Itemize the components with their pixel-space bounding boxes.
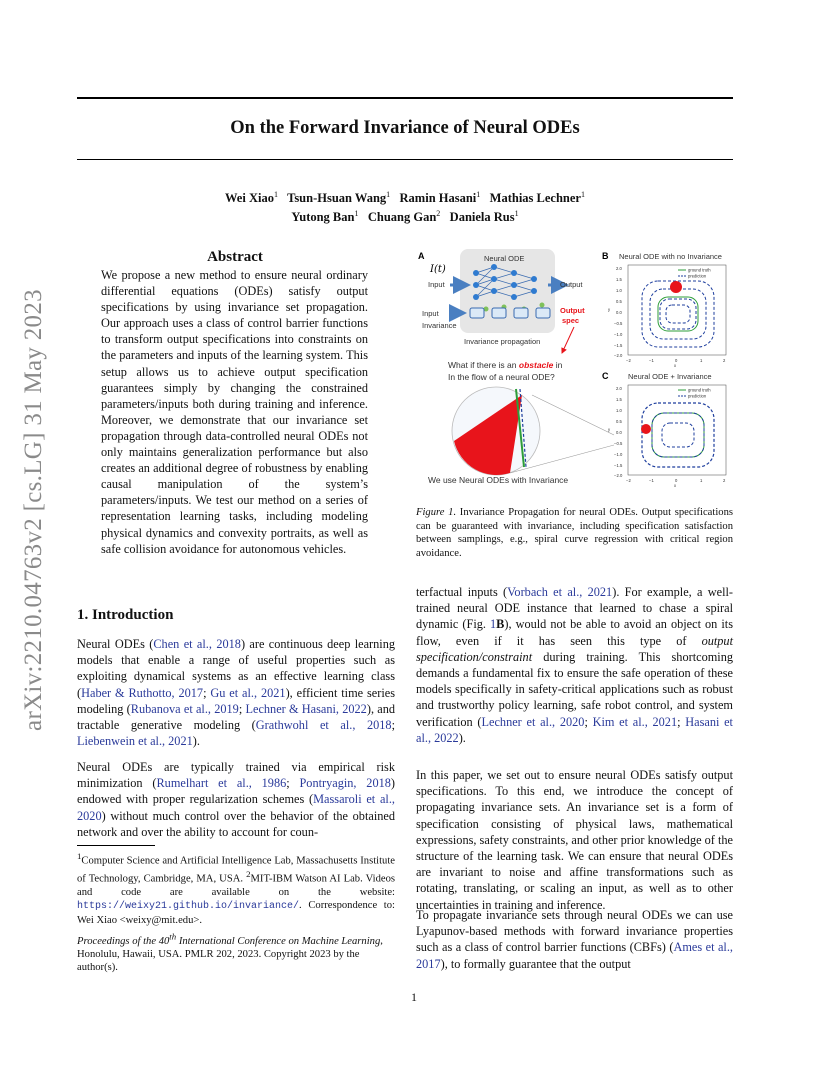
- svg-text:ground truth: ground truth: [688, 387, 711, 393]
- right-paragraph-1: terfactual inputs (Vorbach et al., 2021). For example, a well-trained neural ODE instance that learned to chase a spiral dynamic (Fig. 1B), would not be able to avoid an object on its flow, even if it has seen this type of output specification/constraint during training. This shortcoming demands a fundamental fix to ensure the safe operation of these models specifically in safety-critical applications such as robust and trustworthy policy learning, safe robot control, and system verification (Lechner et al., 2020; Kim et al., 2021; Hasani et al., 2022).: [416, 585, 734, 745]
- svg-text:prediction: prediction: [688, 393, 707, 399]
- abstract-heading: Abstract: [207, 249, 263, 265]
- zoom-obstacle-inset: [452, 387, 614, 475]
- we-use-label: We use Neural ODEs with Invariance: [428, 475, 569, 485]
- neural-ode-label: Neural ODE: [484, 254, 525, 263]
- author-line-1: Wei Xiao$^1$ Tsun-Hsuan Wang$^1$ Ramin Hasani$^1$ Mathias Lechner$^1$: [225, 190, 585, 206]
- author-name: Mathias Lechner: [489, 191, 581, 206]
- right-paragraph-3: To propagate invariance sets through neural ODEs we can use Lyapunov-based methods with forward invariance properties such as a class of control barrier functions (CBFs) (Ames et al., 2017), to formally guarantee that the output: [416, 908, 733, 971]
- svg-text:2: 2: [723, 478, 726, 483]
- svg-text:0.5: 0.5: [616, 419, 622, 424]
- svg-text:x: x: [674, 363, 677, 368]
- svg-text:1.0: 1.0: [616, 408, 622, 413]
- svg-text:2: 2: [723, 358, 726, 363]
- svg-text:ground truth: ground truth: [688, 267, 711, 273]
- author-line-2: Yutong Ban$^1$ Chuang Gan$^2$ Daniela Rus$^1$: [291, 209, 519, 225]
- intro-paragraph-1: Neural ODEs (Chen et al., 2018) are continuous deep learning models that enable a range of useful properties such as exploiting dynamical systems as an effective learning class (Haber & Ruthotto, 2017; Gu et al., 2021), efficient time series modeling (Rubanova et al., 2019; Lechner & Hasani, 2022), and tractable generative modeling (Grathwohl et al., 2018; Liebenwein et al., 2021).: [77, 637, 396, 749]
- citation-link[interactable]: Grathwohl et al., 2018: [255, 718, 392, 733]
- svg-text:−2: −2: [626, 478, 631, 483]
- arxiv-watermark: arXiv:2210.04763v2 [cs.LG] 31 May 2023: [20, 289, 47, 731]
- panel-b-obstacle: [670, 281, 682, 293]
- abstract-body: We propose a new method to ensure neural ordinary differential equations (ODEs) satisfy output specifications by using invariance set propagation. Our approach uses a class of control barrier functions to transform output specifications into constraints on the parameters and inputs of the learning system. This setup allows us to achieve output specification guarantees simply by changing the constrained parameters/inputs both during training and inference. Moreover, we demonstrate that our invariance set propagation through data-controlled neural ODEs not only maintains generalization performance but also creates an additional degree of robustness by enabling causal manipulation of the system’s parameters/inputs. We test our method on a series of representation learning tasks, including modeling physical dynamics and convexity portraits, as well as safe collision avoidance for autonomous vehicles.: [101, 268, 368, 556]
- invariance-propagation-label: Invariance propagation: [464, 337, 541, 346]
- obstacle-question-line-2: In the flow of a neural ODE?: [448, 372, 555, 382]
- svg-text:1: 1: [700, 478, 703, 483]
- svg-text:1.5: 1.5: [616, 277, 622, 282]
- svg-text:−1.5: −1.5: [614, 343, 623, 348]
- input-label: Input: [428, 280, 445, 289]
- citation-link[interactable]: Massaroli et al., 2020: [77, 792, 395, 823]
- figure-reference-link[interactable]: 1: [490, 617, 497, 632]
- svg-text:x: x: [674, 483, 677, 488]
- citation-link[interactable]: Lechner & Hasani, 2022: [245, 701, 367, 716]
- affiliation-footnote: $^1$Computer Science and Artificial Intelligence Lab, Massachusetts Institute of Technology, Cambridge, MA, USA. $^2$MIT-IBM Watson AI Lab. Videos and code are available on the website: https://weixy21.github.io/invariance/. Correspondence to: Wei Xiao <weixy@mit.edu>.: [77, 851, 395, 926]
- input-function-label: I(t): [430, 264, 446, 275]
- citation-link[interactable]: Lechner et al., 2020: [481, 714, 585, 729]
- paper-title: On the Forward Invariance of Neural ODEs: [230, 118, 580, 138]
- citation-link[interactable]: Chen et al., 2018: [153, 637, 241, 651]
- svg-text:0: 0: [675, 358, 678, 363]
- svg-text:−1.0: −1.0: [614, 332, 623, 337]
- intro-paragraph-2: Neural ODEs are typically trained via empirical risk minimization (Rumelhart et al., 1986; Pontryagin, 2018) endowed with proper regularization schemes (Massaroli et al., 2020) without much control over the behavior of the obtained network and over the ability to account for coun-: [77, 760, 396, 839]
- panel-label-c: C: [602, 371, 609, 381]
- citation-link[interactable]: Vorbach et al., 2021: [507, 585, 613, 599]
- citation-link[interactable]: Kim et al., 2021: [592, 714, 678, 729]
- svg-text:−1.0: −1.0: [614, 452, 623, 457]
- obstacle-question: What if there is an obstacle in: [448, 360, 563, 370]
- figure-1-caption: Figure 1. Invariance Propagation for neural ODEs. Output specifications can be guaranteed with invariance, including specification satisfaction between samplings, e.g., spiral curve regression with critical region avoidance.: [416, 507, 733, 559]
- citation-link[interactable]: Liebenwein et al., 2021: [77, 734, 193, 749]
- author-name: Daniela Rus: [449, 210, 515, 225]
- panel-b-plot: [608, 265, 726, 368]
- svg-text:1: 1: [700, 358, 703, 363]
- panel-b-y-ticks: [614, 266, 623, 358]
- svg-text:0.0: 0.0: [616, 310, 622, 315]
- citation-link[interactable]: Gu et al., 2021: [210, 685, 286, 700]
- author-list: [77, 187, 733, 225]
- svg-text:y: y: [608, 307, 611, 312]
- svg-text:0.5: 0.5: [616, 299, 622, 304]
- svg-text:0: 0: [675, 478, 678, 483]
- input-invariance-label: Invariance: [422, 321, 457, 330]
- citation-link[interactable]: Rubanova et al., 2019: [130, 701, 239, 716]
- author-name: Chuang Gan: [367, 210, 437, 225]
- svg-text:−1.5: −1.5: [614, 463, 623, 468]
- svg-text:y: y: [608, 427, 611, 432]
- author-name: Yutong Ban: [291, 210, 355, 225]
- svg-text:−2: −2: [626, 358, 631, 363]
- section-heading-introduction: 1. Introduction: [77, 607, 174, 623]
- svg-text:−2.0: −2.0: [614, 353, 623, 358]
- citation-link[interactable]: Hasani et al., 2022: [416, 714, 733, 745]
- panel-c-title: Neural ODE + Invariance: [628, 372, 712, 381]
- project-url-link[interactable]: https://weixy21.github.io/invariance/: [77, 901, 300, 913]
- spec-arrow: [562, 327, 574, 353]
- panel-c-y-ticks: [614, 386, 623, 478]
- svg-text:0.0: 0.0: [616, 430, 622, 435]
- output-label: Output: [560, 280, 583, 289]
- top-rule-thick: [77, 97, 733, 99]
- svg-text:−1: −1: [649, 478, 654, 483]
- svg-text:prediction: prediction: [688, 273, 707, 279]
- panel-label-b: B: [602, 251, 609, 261]
- citation-link[interactable]: Haber & Ruthotto, 2017: [81, 685, 204, 700]
- author-name: Ramin Hasani: [399, 191, 477, 206]
- panel-c-plot: [608, 385, 726, 488]
- citation-link[interactable]: Pontryagin, 2018: [299, 776, 391, 791]
- svg-text:−0.5: −0.5: [614, 321, 623, 326]
- output-spec-label: spec: [562, 316, 580, 325]
- input-invariance-label: Input: [422, 309, 439, 318]
- svg-text:2.0: 2.0: [616, 386, 622, 391]
- panel-b-title: Neural ODE with no Invariance: [619, 252, 722, 261]
- output-spec-label: Output: [560, 306, 585, 315]
- footnote-rule: [77, 845, 155, 846]
- svg-text:−1: −1: [649, 358, 654, 363]
- svg-text:1.5: 1.5: [616, 397, 622, 402]
- right-paragraph-2: In this paper, we set out to ensure neural ODEs satisfy output specifications. To this end, we introduce the concept of propagating invariance sets. An invariance set is a form of specification consisting of physical laws, mathematical expressions, safety constraints, and other prior knowledge of the structure of the learning task. We can ensure that neural ODEs are invariant to noise and affine transformations such as rotating, translating, or scaling an input, as well as to other uncertainties in training and inference.: [416, 768, 733, 912]
- svg-text:−2.0: −2.0: [614, 473, 623, 478]
- author-name: Tsun-Hsuan Wang: [287, 191, 387, 206]
- panel-label-a: A: [418, 251, 425, 261]
- top-rule-thin: [77, 159, 733, 160]
- citation-link[interactable]: Ames et al., 2017: [416, 940, 733, 971]
- panel-c-obstacle: [641, 424, 651, 434]
- figure-1: [414, 245, 736, 497]
- svg-text:−0.5: −0.5: [614, 441, 623, 446]
- citation-link[interactable]: Rumelhart et al., 1986: [156, 776, 287, 791]
- proceedings-note: Proceedings of the 40th International Conference on Machine Learning, Honolulu, Hawaii, USA. PMLR 202, 2023. Copyright 2023 by the author(s).: [77, 931, 383, 974]
- page-number: 1: [411, 990, 417, 1004]
- svg-text:2.0: 2.0: [616, 266, 622, 271]
- svg-text:1.0: 1.0: [616, 288, 622, 293]
- author-name: Wei Xiao: [225, 191, 274, 206]
